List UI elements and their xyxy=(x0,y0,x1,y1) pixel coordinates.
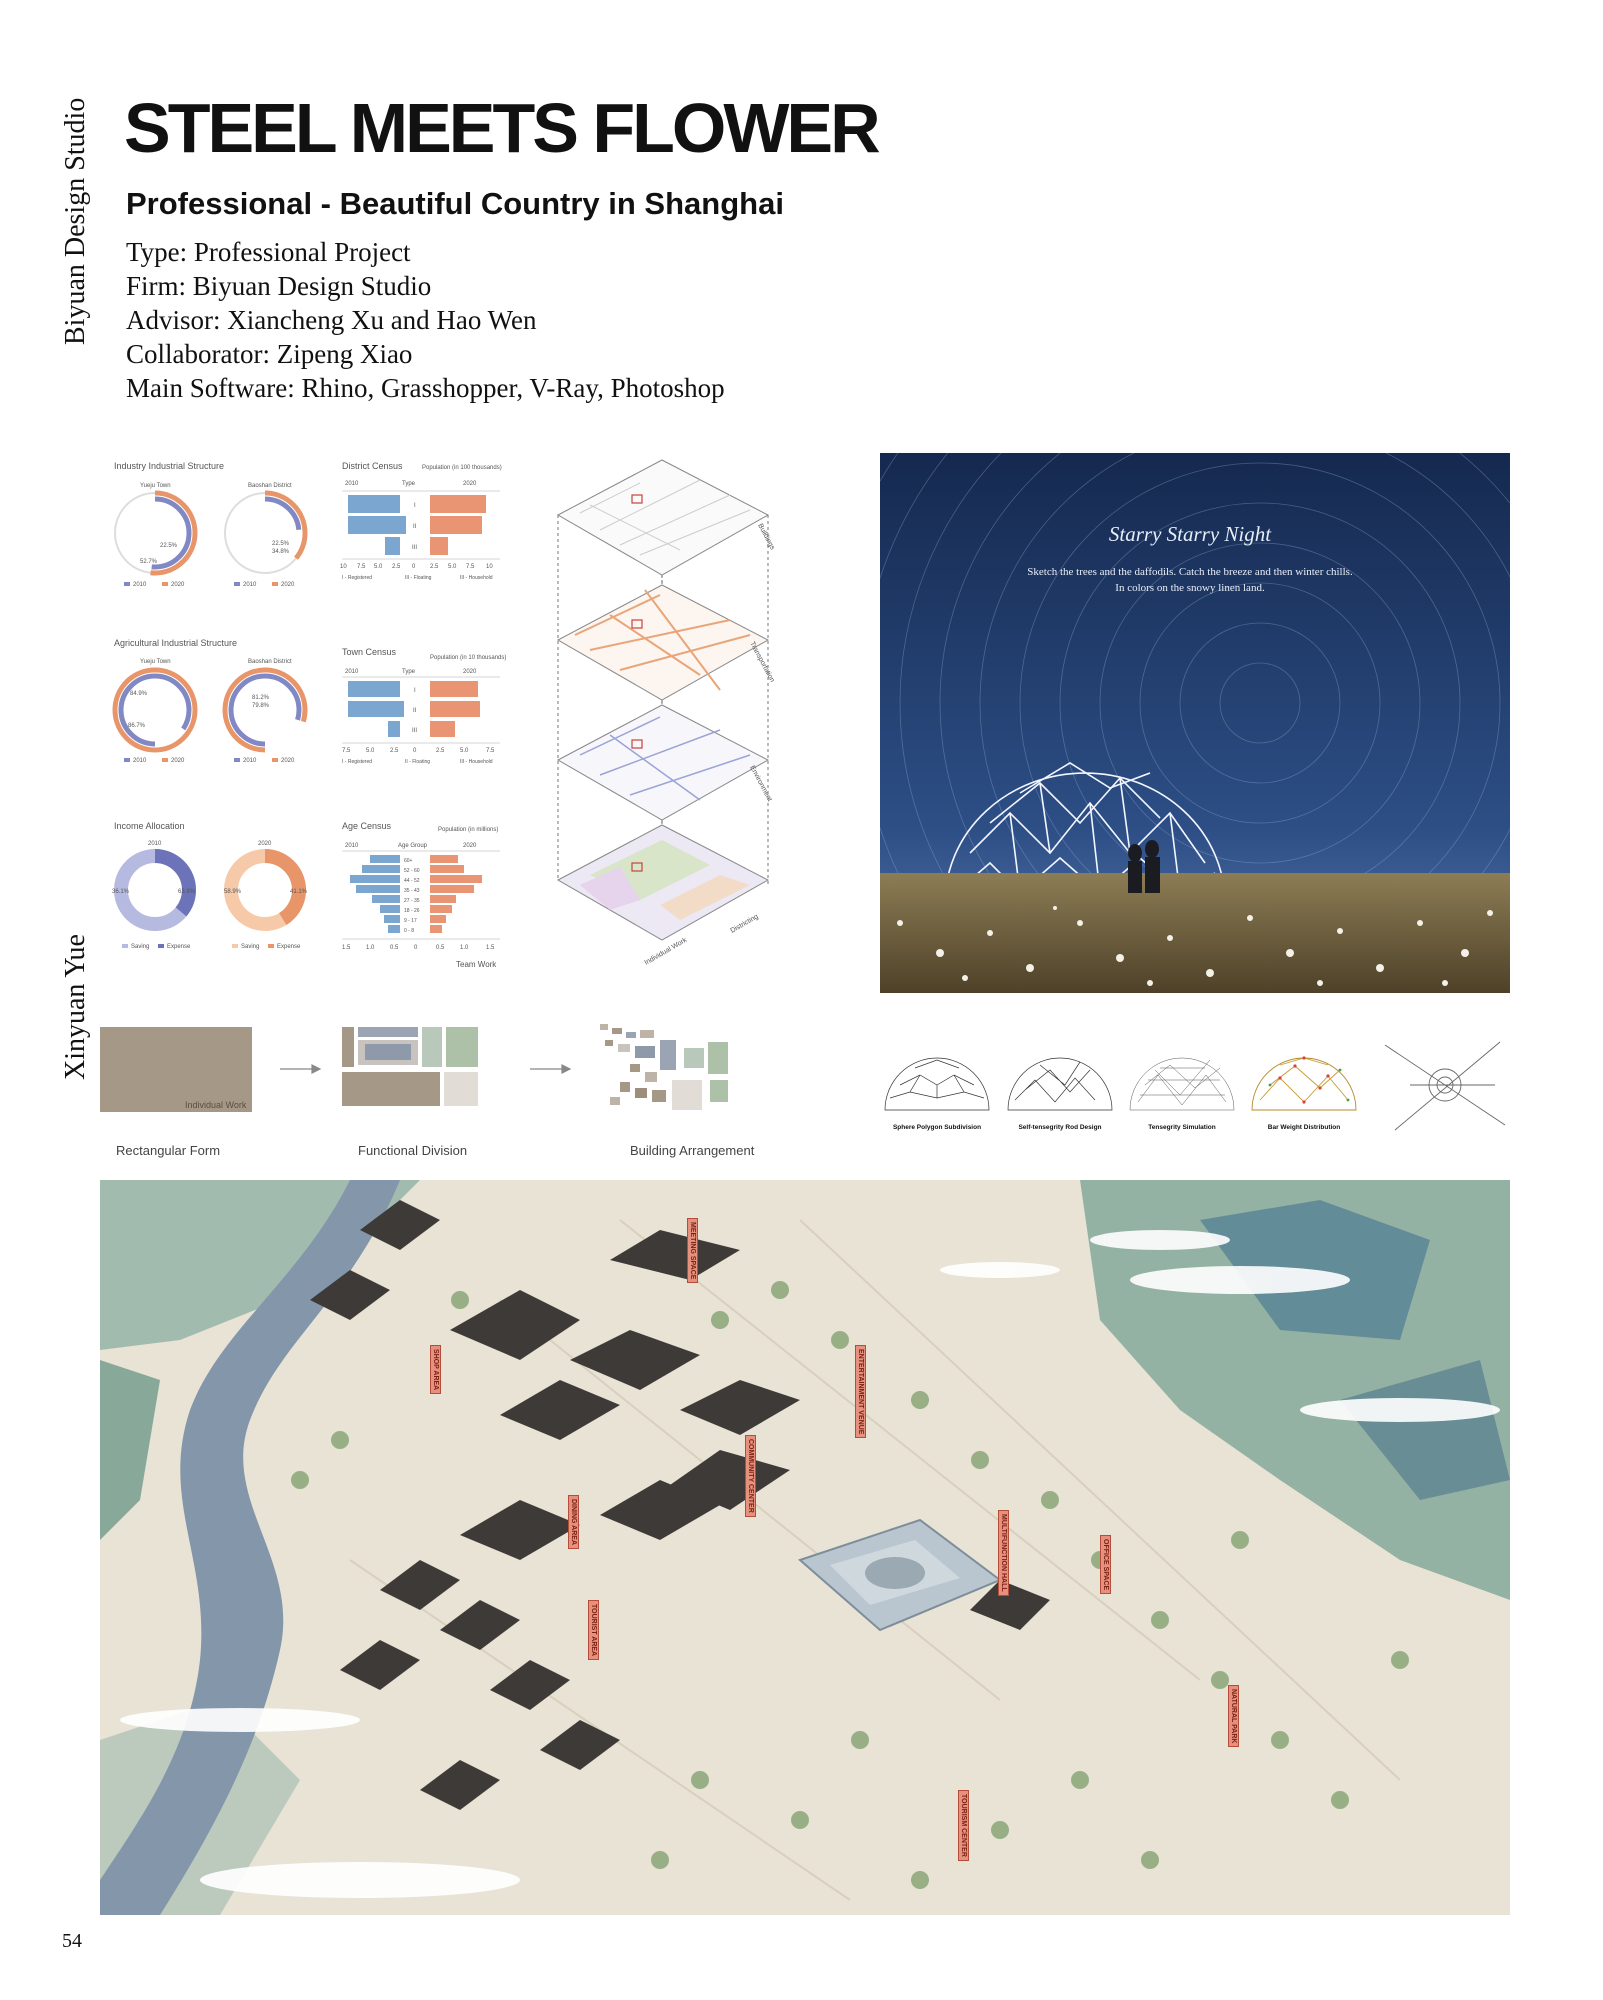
industry-legend-3: 2010 xyxy=(243,582,257,588)
agri-donut-right xyxy=(225,670,305,750)
arrow-icon xyxy=(280,1065,320,1073)
town-axis-3: 0 xyxy=(413,748,417,754)
layer-environment xyxy=(558,705,768,820)
district-axis-7: 7.5 xyxy=(466,564,475,570)
age-group-4: 27 - 35 xyxy=(404,898,420,904)
tag-label: MEETING SPACE xyxy=(689,1222,696,1280)
income-left-v2: 63.9% xyxy=(178,889,196,895)
tag-meeting-space xyxy=(687,1218,698,1283)
tag-dining-area xyxy=(568,1495,579,1549)
agri-donut-left xyxy=(115,670,195,750)
age-title: Age Census xyxy=(342,821,392,831)
layer-buildings xyxy=(558,460,768,575)
district-axis-3: 2.5 xyxy=(392,564,401,570)
tag-label: ENTERTAINMENT VENUE xyxy=(857,1349,864,1435)
industry-right-v2: 34.8% xyxy=(272,549,290,555)
tag-label: TOURISM CENTER xyxy=(960,1794,967,1857)
town-type: Type xyxy=(402,669,416,675)
district-axis xyxy=(340,564,493,570)
individual-work-layers-label: Individual Work xyxy=(643,936,689,967)
income-donut-right xyxy=(231,856,299,924)
town-axis-4: 2.5 xyxy=(436,748,445,754)
town-year-left: 2010 xyxy=(345,669,359,675)
town-note: Population (in 10 thousands) xyxy=(430,655,507,661)
dome-bar-weight xyxy=(1252,1056,1356,1110)
industry-left-v2: 52.7% xyxy=(140,559,158,565)
layer-label-environment: Environment xyxy=(748,764,773,803)
dome-caption-4: Bar Weight Distribution xyxy=(1267,1124,1341,1131)
author-side-label: Xinyuan Yue xyxy=(60,934,91,1080)
tag-community-center xyxy=(745,1435,756,1517)
page-subtitle: Professional - Beautiful Country in Shanghai xyxy=(126,186,784,221)
agri-legend-4: 2020 xyxy=(281,758,295,764)
agri-left-label: Yueju Town xyxy=(140,659,171,665)
dome-caption-1: Sphere Polygon Subdivision xyxy=(892,1124,982,1131)
town-type-2: II xyxy=(413,708,417,714)
income-right-label: 2020 xyxy=(258,841,272,847)
district-axis-2: 5.0 xyxy=(374,564,383,570)
town-legend-2: II - Floating xyxy=(405,759,431,765)
income-legend-1: Saving xyxy=(131,944,150,950)
income-right-v2: 41.1% xyxy=(290,889,308,895)
industry-legend-1: 2010 xyxy=(133,582,147,588)
town-title: Town Census xyxy=(342,647,397,657)
project-info xyxy=(126,235,725,405)
district-axis-4: 0 xyxy=(412,564,416,570)
rectangular-form xyxy=(100,1027,252,1112)
district-title: District Census xyxy=(342,461,403,471)
town-axis-0: 7.5 xyxy=(342,748,351,754)
layer-label-transportation: Transportation xyxy=(748,640,776,684)
tag-multifunction-hall xyxy=(998,1510,1009,1596)
agri-legend-3: 2010 xyxy=(243,758,257,764)
district-type-3: III xyxy=(412,545,418,551)
district-year-left: 2010 xyxy=(345,481,359,487)
age-group-1: 52 - 60 xyxy=(404,868,420,874)
industry-left-label: Yueju Town xyxy=(140,483,171,489)
district-type-1: I xyxy=(414,503,416,509)
industry-right-label: Baoshan District xyxy=(248,483,292,489)
tag-label: TOURIST AREA xyxy=(590,1604,597,1657)
info-type: Type: Professional Project xyxy=(126,237,411,267)
dome-tensegrity-simulation xyxy=(1130,1058,1234,1110)
exploded-layers-diagram xyxy=(550,455,790,975)
town-legend-1: I - Registered xyxy=(342,759,373,765)
tag-office-space xyxy=(1100,1535,1111,1594)
agri-left-v2: 86.7% xyxy=(128,723,146,729)
district-legend-1: I - Registered xyxy=(342,575,373,581)
arrow-icon xyxy=(530,1065,570,1073)
income-legend-4: Expense xyxy=(277,944,301,950)
income-left-label: 2010 xyxy=(148,841,162,847)
industry-right-v1: 22.5% xyxy=(272,541,290,547)
tag-tourist-area xyxy=(588,1600,599,1660)
age-note: Population (in millions) xyxy=(438,827,499,833)
tag-natural-park xyxy=(1228,1685,1239,1747)
individual-work-label: Individual Work xyxy=(185,1100,247,1110)
industry-left-v1: 22.5% xyxy=(160,543,178,549)
layer-districting xyxy=(558,825,768,940)
dome-polygon-subdivision xyxy=(885,1058,989,1110)
income-title: Income Allocation xyxy=(114,821,185,831)
age-year-right: 2020 xyxy=(463,843,477,849)
photo-title: Starry Starry Night xyxy=(1108,522,1272,546)
age-group-6: 9 - 17 xyxy=(404,918,417,924)
age-group-2: 44 - 52 xyxy=(404,878,420,884)
page-title: STEEL MEETS FLOWER xyxy=(124,89,878,167)
town-axis-1: 5.0 xyxy=(366,748,375,754)
caption-rectangular-form: Rectangular Form xyxy=(116,1143,221,1158)
income-right-v1: 58.9% xyxy=(224,889,242,895)
tag-label: MULTIFUNCTION HALL xyxy=(1000,1514,1007,1592)
layer-label-districting: Districting xyxy=(729,913,760,935)
buildings xyxy=(310,1200,1050,1810)
dome-studies xyxy=(880,1030,1510,1140)
agri-right-v2: 79.8% xyxy=(252,703,270,709)
income-left-v1: 36.1% xyxy=(112,889,130,895)
tag-label: NATURAL PARK xyxy=(1230,1689,1237,1744)
tag-shop-area xyxy=(430,1345,441,1394)
district-axis-6: 5.0 xyxy=(448,564,457,570)
joint-detail xyxy=(1385,1042,1505,1130)
town-type-3: III xyxy=(412,728,418,734)
district-axis-8: 10 xyxy=(486,564,493,570)
age-axis-5: 1.0 xyxy=(460,945,469,951)
tag-label: OFFICE SPACE xyxy=(1102,1539,1109,1591)
industry-title: Industry Industrial Structure xyxy=(114,461,225,471)
agri-title: Agricultural Industrial Structure xyxy=(114,638,238,648)
district-legend-3: III - Household xyxy=(460,575,493,581)
age-axis-2: 0.5 xyxy=(390,945,399,951)
photo-line-1: Sketch the trees and the daffodils. Catch the breeze and then winter chills. xyxy=(1027,566,1353,578)
age-year-left: 2010 xyxy=(345,843,359,849)
dome-caption-2: Self-tensegrity Rod Design xyxy=(1018,1124,1102,1131)
agri-legend-1: 2010 xyxy=(133,758,147,764)
town-axis xyxy=(342,748,495,754)
analysis-charts xyxy=(100,455,520,980)
age-group-0: 60+ xyxy=(404,858,413,864)
age-groups xyxy=(404,858,420,934)
page-number: 54 xyxy=(62,1930,82,1952)
age-axis-0: 1.5 xyxy=(342,945,351,951)
income-legend-2: Expense xyxy=(167,944,191,950)
agri-legend-2: 2020 xyxy=(171,758,185,764)
agri-right-label: Baoshan District xyxy=(248,659,292,665)
district-note: Population (in 100 thousands) xyxy=(422,465,502,471)
town-axis-2: 2.5 xyxy=(390,748,399,754)
studio-side-label: Biyuan Design Studio xyxy=(60,97,91,345)
industry-legend-4: 2020 xyxy=(281,582,295,588)
tag-label: DINING AREA xyxy=(570,1499,577,1546)
town-axis-5: 5.0 xyxy=(460,748,469,754)
district-axis-1: 7.5 xyxy=(357,564,366,570)
info-firm: Firm: Biyuan Design Studio xyxy=(126,271,432,301)
district-legend-2: III - Floating xyxy=(405,575,432,581)
income-legend-3: Saving xyxy=(241,944,260,950)
district-type: Type xyxy=(402,481,416,487)
age-axis-6: 1.5 xyxy=(486,945,495,951)
age-group-label: Age Group xyxy=(398,843,428,849)
agri-right-v1: 81.2% xyxy=(252,695,270,701)
functional-division xyxy=(342,1027,478,1106)
team-work-label: Team Work xyxy=(456,960,497,969)
tag-entertainment-venue xyxy=(855,1345,866,1438)
age-axis-4: 0.5 xyxy=(436,945,445,951)
district-axis-0: 10 xyxy=(340,564,347,570)
caption-building-arrangement: Building Arrangement xyxy=(630,1143,755,1158)
layer-transportation xyxy=(558,585,768,700)
info-advisor: Advisor: Xiancheng Xu and Hao Wen xyxy=(126,305,537,335)
district-axis-5: 2.5 xyxy=(430,564,439,570)
age-group-7: 0 - 8 xyxy=(404,928,415,934)
masterplan-axonometric xyxy=(100,1180,1510,1915)
info-software: Main Software: Rhino, Grasshopper, V-Ray, Photoshop xyxy=(126,373,725,403)
info-collaborator: Collaborator: Zipeng Xiao xyxy=(126,339,413,369)
town-axis-6: 7.5 xyxy=(486,748,495,754)
central-pavilion xyxy=(800,1520,1000,1630)
district-year-right: 2020 xyxy=(463,481,477,487)
age-group-5: 18 - 26 xyxy=(404,908,420,914)
agri-left-v1: 84.9% xyxy=(130,691,148,697)
age-group-3: 35 - 43 xyxy=(404,888,420,894)
caption-functional-division: Functional Division xyxy=(358,1143,468,1158)
photo-line-2: In colors on the snowy linen land. xyxy=(1115,582,1265,594)
dome-rod-design xyxy=(1008,1058,1112,1110)
age-axis xyxy=(342,945,495,951)
town-year-right: 2020 xyxy=(463,669,477,675)
dome-caption-3: Tensegrity Simulation xyxy=(1148,1124,1216,1131)
building-arrangement xyxy=(600,1024,728,1110)
form-evolution-diagram xyxy=(100,1022,820,1162)
masterplan-drawing xyxy=(100,1180,1510,1915)
age-axis-3: 0 xyxy=(414,945,418,951)
tag-tourism-center xyxy=(958,1790,969,1861)
industry-donut-right xyxy=(225,493,305,573)
age-axis-1: 1.0 xyxy=(366,945,375,951)
tag-label: COMMUNITY CENTER xyxy=(747,1439,754,1513)
layer-label-buildings: Buildings xyxy=(756,522,776,552)
starry-night-render xyxy=(880,453,1510,993)
tag-label: SHOP AREA xyxy=(432,1349,439,1391)
town-legend-3: III - Household xyxy=(460,759,493,765)
town-type-1: I xyxy=(414,688,416,694)
district-type-2: II xyxy=(413,524,417,530)
industry-legend-2: 2020 xyxy=(171,582,185,588)
